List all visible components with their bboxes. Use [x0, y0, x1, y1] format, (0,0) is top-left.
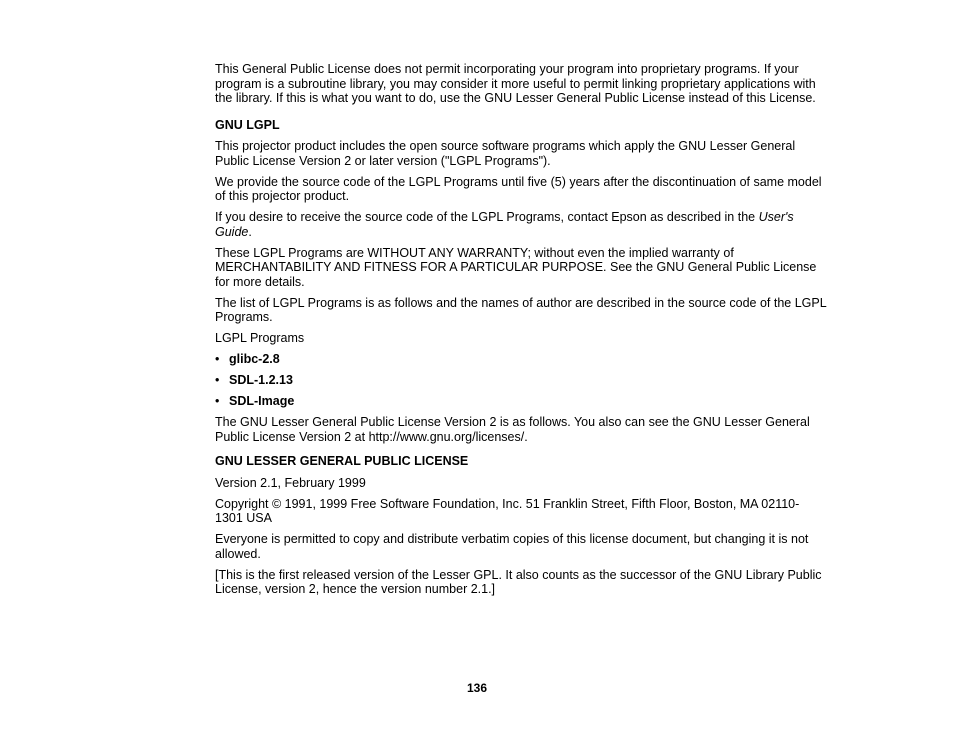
- intro-paragraph: This General Public License does not permit incorporating your program into proprietary programs. If your program is a subroutine library, you may consider it more useful to permit linking proprietary applications with the library. If this is what you want to do, use the GNU Lesser General Public License instead of this License.: [215, 62, 816, 105]
- lgpl-programs-list: [215, 352, 827, 409]
- gnu-lgpl-heading: GNU LGPL: [215, 117, 280, 132]
- lgpl-paragraph-4: These LGPL Programs are WITHOUT ANY WARRANTY; without even the implied warranty of MERCHANTABILITY AND FITNESS FOR A PARTICULAR PURPOSE. See the GNU General Public License for more details.: [215, 245, 817, 289]
- license-copyright: Copyright © 1991, 1999 Free Software Foundation, Inc. 51 Franklin Street, Fifth Floor, Boston, MA 02110-1301 USA: [215, 496, 800, 525]
- list-item: [215, 352, 827, 367]
- lgpl-paragraph-1: This projector product includes the open source software programs which apply the GNU Lesser General Public License Version 2 or later version ("LGPL Programs").: [215, 139, 796, 168]
- program-name: glibc-2.8: [229, 352, 280, 366]
- bullet-icon: •: [215, 352, 220, 366]
- bullet-icon: •: [215, 394, 220, 408]
- lgpl-paragraph-5: The list of LGPL Programs is as follows and the names of author are described in the source code of the LGPL Programs.: [215, 295, 827, 324]
- lgpl-paragraph-3-end: .: [248, 224, 252, 239]
- license-permission: Everyone is permitted to copy and distribute verbatim copies of this license document, but changing it is not allowed.: [215, 532, 809, 561]
- list-item: [215, 394, 827, 409]
- program-name: SDL-1.2.13: [229, 373, 293, 387]
- lgpl-paragraph-7: The GNU Lesser General Public License Version 2 is as follows. You also can see the GNU Lesser General Public License Version 2 at http://www.gnu.org/licenses/.: [215, 415, 810, 444]
- document-body: [215, 62, 827, 603]
- license-heading: GNU LESSER GENERAL PUBLIC LICENSE: [215, 454, 469, 468]
- license-note: [This is the first released version of the Lesser GPL. It also counts as the successor of the GNU Library Public License, version 2, hence the version number 2.1.]: [215, 567, 822, 596]
- lgpl-programs-label: LGPL Programs: [215, 331, 305, 345]
- list-item: [215, 373, 827, 388]
- lgpl-paragraph-3: [215, 210, 827, 239]
- program-name: SDL-Image: [229, 394, 295, 408]
- lgpl-paragraph-2: We provide the source code of the LGPL Programs until five (5) years after the discontinuation of same model of this projector product.: [215, 174, 822, 203]
- lgpl-paragraph-3-text: If you desire to receive the source code of the LGPL Programs, contact Epson as described in the: [215, 210, 759, 224]
- license-version: Version 2.1, February 1999: [215, 475, 366, 490]
- page-number: 136: [466, 681, 488, 695]
- users-guide-reference: User's Guide: [215, 210, 794, 239]
- bullet-icon: •: [215, 373, 220, 387]
